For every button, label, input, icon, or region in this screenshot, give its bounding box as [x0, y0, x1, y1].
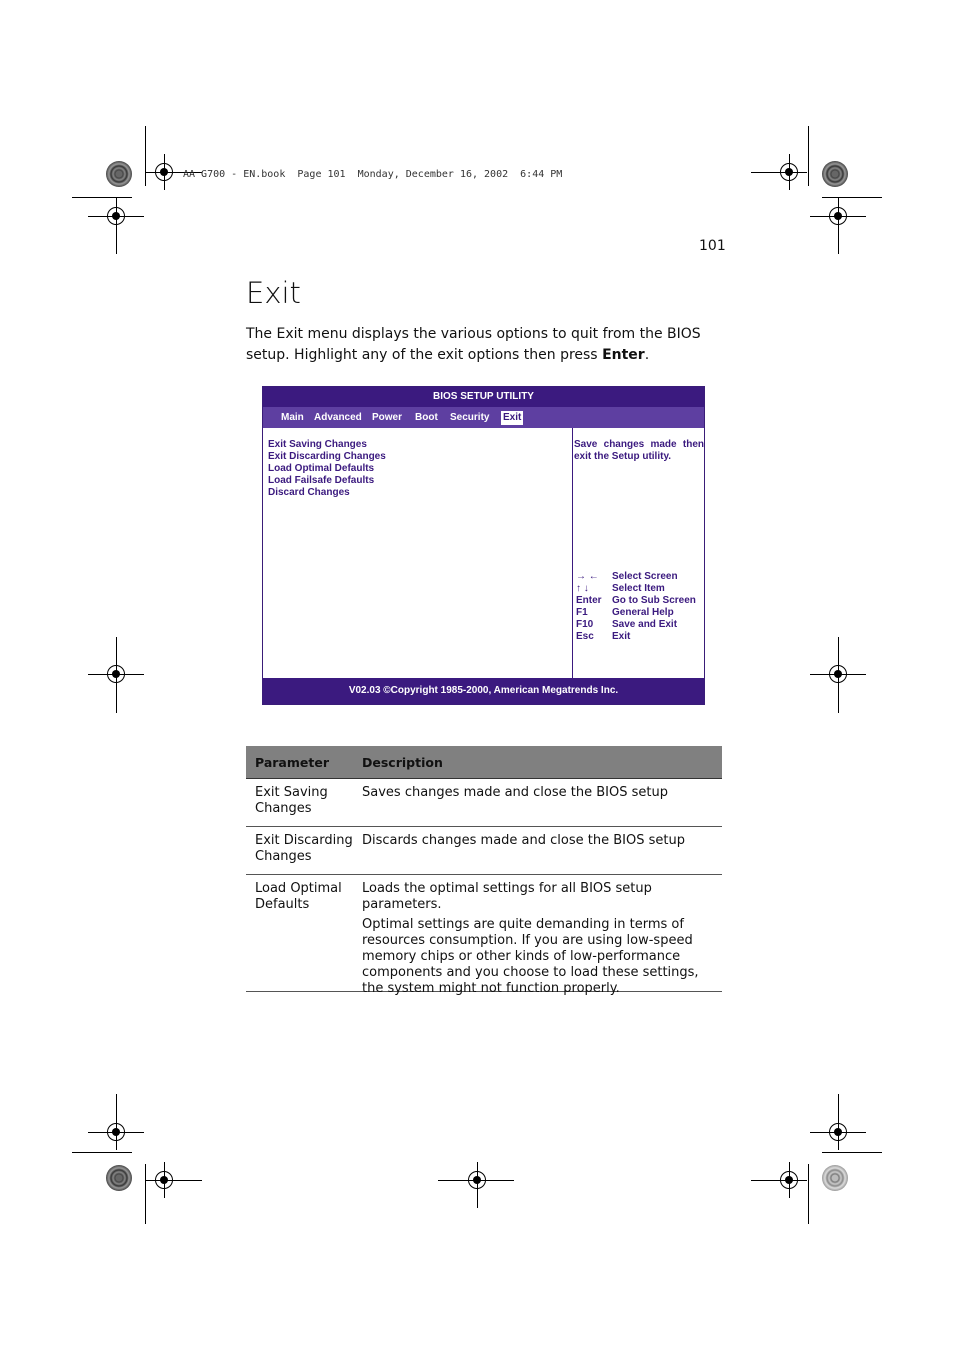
book-header: AA G700 - EN.book Page 101 Monday, December 16, 2002 6:44 PM — [183, 169, 563, 180]
header-description: Description — [362, 754, 443, 770]
key-action: Save and Exit — [612, 619, 678, 630]
key-action: Go to Sub Screen — [612, 595, 696, 606]
bios-title: BIOS SETUP UTILITY — [263, 387, 704, 407]
bios-screenshot — [262, 386, 705, 705]
tab-advanced[interactable]: Advanced — [314, 412, 362, 423]
header-parameter: Parameter — [255, 754, 329, 770]
intro-end: . — [644, 347, 650, 363]
table-row — [246, 875, 722, 996]
bios-menu-list — [268, 439, 386, 499]
key-row — [576, 583, 696, 595]
key-label: F10 — [576, 619, 594, 630]
tab-exit[interactable]: Exit — [503, 412, 522, 423]
desc-paragraph: Loads the optimal settings for all BIOS setup parameters. — [362, 881, 652, 912]
row-parameter: Exit Discarding Changes — [255, 833, 353, 864]
bios-tab-bar — [263, 407, 704, 428]
row-parameter: Load Optimal Defaults — [255, 881, 342, 912]
menu-item-exit-discarding[interactable]: Exit Discarding Changes — [268, 451, 386, 462]
desc-paragraph: Discards changes made and close the BIOS setup — [362, 833, 685, 848]
page-number: 101 — [699, 238, 726, 254]
intro-paragraph — [246, 324, 726, 366]
table-row — [246, 827, 722, 875]
row-description — [362, 785, 722, 826]
menu-item-load-failsafe[interactable]: Load Failsafe Defaults — [268, 475, 375, 486]
page-title: Exit — [246, 276, 301, 310]
key-row — [576, 607, 696, 619]
table-row — [246, 779, 722, 827]
key-label: → ← — [576, 571, 599, 582]
desc-paragraph: Optimal settings are quite demanding in terms of resources consumption. If you are using low-speed memory chips or other kinds of low-performance components and you choose to load these settings, the system might not function properly. — [362, 917, 699, 996]
key-row — [576, 631, 696, 643]
tab-main[interactable]: Main — [281, 412, 304, 423]
menu-item-exit-saving[interactable]: Exit Saving Changes — [268, 439, 367, 450]
key-action: Select Screen — [612, 571, 678, 582]
desc-paragraph: Saves changes made and close the BIOS setup — [362, 785, 668, 800]
tab-security[interactable]: Security — [450, 412, 490, 423]
table-header — [246, 746, 722, 779]
row-parameter: Exit Saving Changes — [255, 785, 328, 816]
key-row — [576, 595, 696, 607]
bios-footer: V02.03 ©Copyright 1985-2000, American Megatrends Inc. — [263, 678, 704, 704]
row-description — [362, 833, 722, 874]
menu-item-discard[interactable]: Discard Changes — [268, 487, 350, 498]
bios-key-legend — [576, 571, 696, 643]
tab-boot[interactable]: Boot — [415, 412, 438, 423]
bios-help-text: Save changes made then exit the Setup utility. — [574, 439, 704, 462]
key-action: General Help — [612, 607, 674, 618]
intro-text: The Exit menu displays the various options to quit from the BIOS setup. Highlight any of the exit options then press — [246, 326, 701, 363]
key-label: ↑ ↓ — [576, 583, 589, 594]
menu-item-load-optimal[interactable]: Load Optimal Defaults — [268, 463, 375, 474]
bios-divider — [572, 428, 573, 679]
key-action: Select Item — [612, 583, 665, 594]
key-label: Esc — [576, 631, 594, 642]
key-label: Enter — [576, 595, 602, 606]
key-action: Exit — [612, 631, 631, 642]
parameter-table — [246, 746, 722, 996]
intro-bold: Enter — [602, 347, 645, 363]
tab-power[interactable]: Power — [372, 412, 403, 423]
key-row — [576, 571, 696, 583]
row-description — [362, 881, 722, 996]
key-label: F1 — [576, 607, 588, 618]
key-row — [576, 619, 696, 631]
